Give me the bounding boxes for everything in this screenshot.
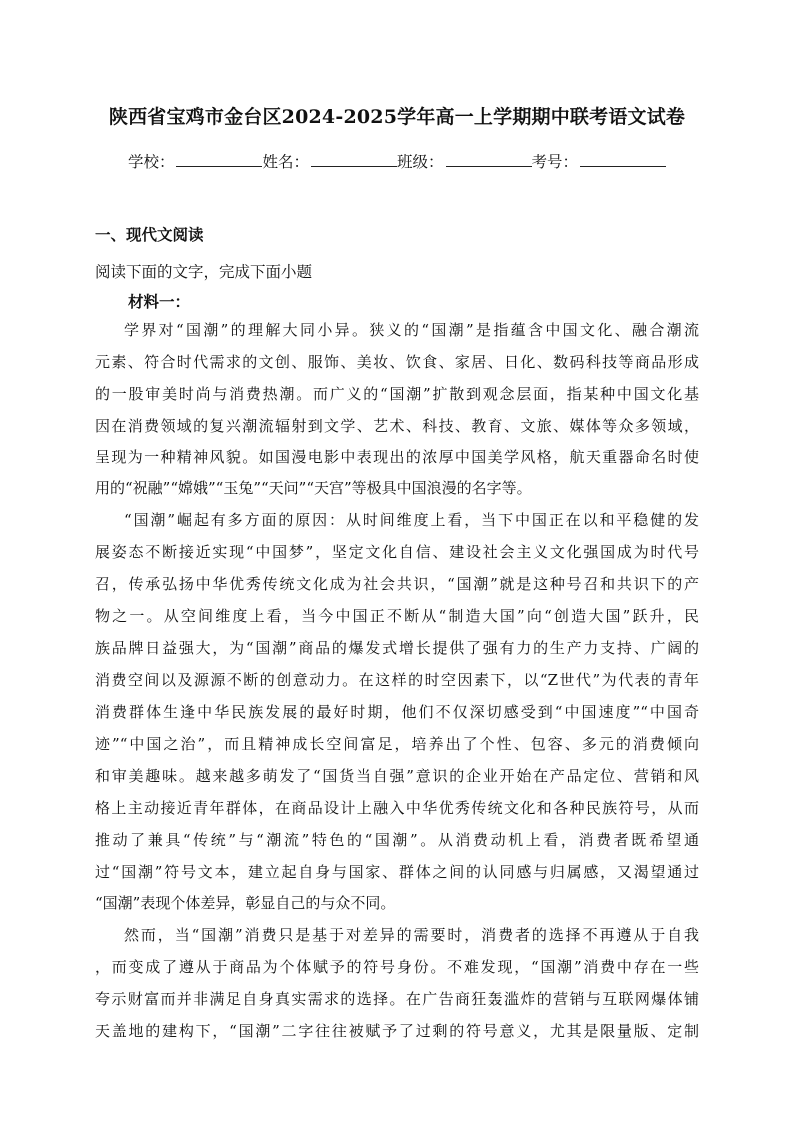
text-line: 元素、符合时代需求的文创、服饰、美妆、饮食、家居、日化、数码科技等商品形成 — [95, 353, 699, 371]
name-field — [262, 150, 397, 172]
text-line: 迹”“中国之治”，而且精神成长空间富足，培养出了个性、包容、多元的消费倾向 — [95, 735, 699, 753]
text-line: “国潮”表现个体差异，彰显自己的与众不同。 — [95, 894, 396, 912]
text-line: 的一股审美时尚与消费热潮。而广义的“国潮”扩散到观念层面，指某种中国文化基 — [95, 385, 699, 403]
school-label: 学校： — [127, 153, 175, 171]
school-blank[interactable] — [176, 150, 262, 167]
text-line: 推动了兼具“传统”与“潮流”特色的“国潮”。从消费动机上看，消费者既希望通 — [95, 831, 699, 849]
text-line: ，而变成了遵从于商品为个体赋予的符号身份。不难发现，“国潮”消费中存在一些 — [95, 958, 699, 976]
name-blank[interactable] — [311, 150, 397, 167]
text-line: 过“国潮”符号文本，建立起自身与国家、群体之间的认同感与归属感，又渴望通过 — [95, 863, 699, 881]
class-field — [397, 150, 532, 172]
class-blank[interactable] — [446, 150, 532, 167]
text-line: “国潮”崛起有多方面的原因：从时间维度上看，当下中国正在以和平稳健的发 — [124, 511, 699, 529]
text-line: 然而，当“国潮”消费只是基于对差异的需要时，消费者的选择不再遵从于自我 — [124, 926, 699, 944]
text-line: 展姿态不断接近实现“中国梦”，坚定文化自信、建设社会主义文化强国成为时代号 — [95, 543, 699, 561]
text-line: 学界对“国潮”的理解大同小异。狭义的“国潮”是指蕴含中国文化、融合潮流 — [124, 321, 699, 339]
text-line: 夸示财富而并非满足自身真实需求的选择。在广告商狂轰滥炸的营销与互联网爆体铺 — [95, 990, 699, 1008]
text-line: 天盖地的建构下，“国潮”二字往往被赋予了过剩的符号意义，尤其是限量版、定制 — [95, 1022, 699, 1040]
text-line: 族品牌日益强大，为“国潮”商品的爆发式增长提供了强有力的生产力支持、广阔的 — [95, 639, 699, 657]
exam-number-field — [532, 150, 667, 172]
text-line: 格上主动接近青年群体，在商品设计上融入中华优秀传统文化和各种民族符号，从而 — [95, 799, 699, 817]
text-line: 物之一。从空间维度上看，当今中国正不断从“制造大国”向“创造大国”跃升，民 — [95, 607, 699, 625]
text-line: 消费空间以及源源不断的创意动力。在这样的时空因素下，以“Z世代”为代表的青年 — [95, 671, 699, 689]
text-line: 用的“祝融”“嫦娥”“玉兔”“天问”“天宫”等极具中国浪漫的名字等。 — [95, 479, 532, 497]
material-label: 材料一： — [128, 292, 191, 311]
class-label: 班级： — [397, 153, 444, 171]
text-line: 召，传承弘扬中华优秀传统文化成为社会共识，“国潮”就是这种号召和共识下的产 — [95, 575, 699, 593]
exam-number-blank[interactable] — [580, 150, 666, 167]
exam-title: 陕西省宝鸡市金台区2024-2025学年高一上学期期中联考语文试卷 — [108, 106, 686, 128]
section-heading: 一、现代文阅读 — [95, 226, 204, 244]
text-line: 因在消费领域的复兴潮流辐射到文学、艺术、科技、教育、文旅、媒体等众多领域， — [95, 417, 699, 435]
reading-instruction: 阅读下面的文字，完成下面小题 — [95, 263, 313, 281]
text-line: 呈现为一种精神风貌。如国漫电影中表现出的浓厚中国美学风格，航天重器命名时使 — [95, 448, 699, 466]
text-line: 和审美趣味。越来越多萌发了“国货当自强”意识的企业开始在产品定位、营销和风 — [95, 767, 699, 785]
school-field — [128, 150, 263, 172]
name-label: 姓名： — [262, 153, 309, 171]
exam-number-label: 考号： — [531, 153, 579, 171]
text-line: 消费群体生逢中华民族发展的最好时期，他们不仅深切感受到“中国速度”“中国奇 — [95, 703, 699, 721]
student-info-line — [0, 150, 794, 172]
